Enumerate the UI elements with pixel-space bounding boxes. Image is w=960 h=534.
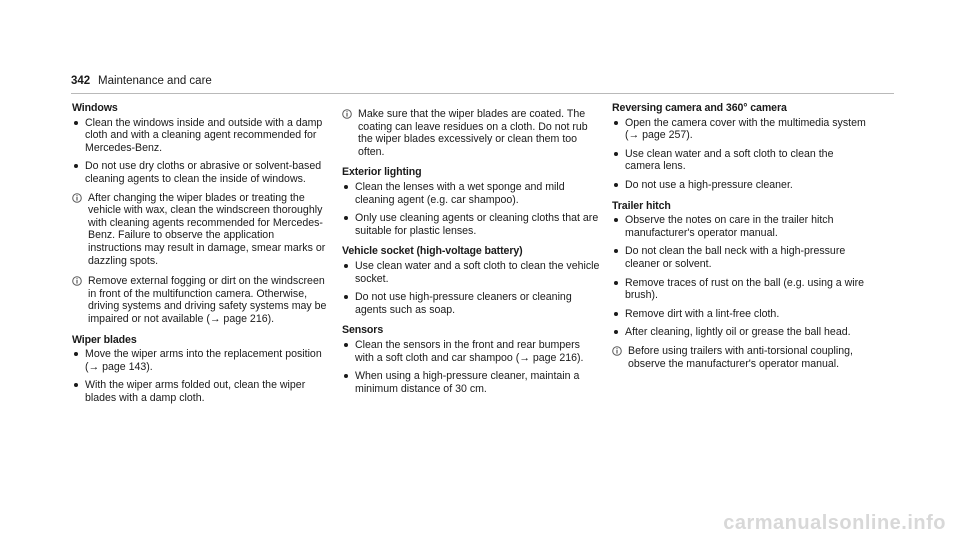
note-text: Before using trailers with anti-torsional coupling, observe the manufacturer's operator manual.	[628, 344, 853, 370]
bullet-text: Remove dirt with a lint-free cloth.	[625, 307, 780, 320]
section	[342, 108, 600, 158]
section	[612, 102, 870, 192]
bullet-item	[342, 181, 600, 206]
watermark: carmanualsonline.info	[723, 512, 946, 534]
page-header	[71, 75, 894, 94]
bullet-text: Do not use high-pressure cleaners or cleaning agents such as soap.	[355, 291, 572, 316]
info-icon	[612, 345, 622, 357]
bullet-text: Do not use dry cloths or abrasive or solvent-based cleaning agents to clean the inside of windows.	[85, 160, 322, 185]
bullet-text: Observe the notes on care in the trailer hitch manufacturer's operator manual.	[625, 214, 834, 239]
bullet-text: Move the wiper arms into the replacement position (→ page 143).	[85, 348, 322, 373]
bullet-item	[612, 179, 870, 192]
bullet-text: After cleaning, lightly oil or grease the ball head.	[625, 326, 851, 339]
section-heading: Windows	[72, 102, 118, 114]
bullet-text: Remove traces of rust on the ball (e.g. using a wire brush).	[625, 276, 865, 302]
bullet-item	[612, 214, 870, 239]
bullet-item	[612, 245, 870, 270]
bullet-item	[342, 260, 600, 285]
bullet-text: Do not use a high-pressure cleaner.	[625, 178, 793, 191]
section	[612, 200, 870, 371]
bullet-text: Open the camera cover with the multimedia system (→ page 257).	[625, 116, 866, 142]
note-text: Remove external fogging or dirt on the windscreen in front of the multifunction camera. Otherwise, driving systems and driving safety systems may be impaired or not available (→ page 216).	[88, 275, 327, 325]
bullet-item	[342, 212, 600, 237]
column-2	[342, 102, 600, 403]
info-note	[612, 345, 870, 370]
bullet-item	[72, 379, 330, 404]
bullet-text: Clean the lenses with a wet sponge and mild cleaning agent (e.g. car shampoo).	[355, 180, 565, 206]
section	[342, 245, 600, 316]
bullet-item	[612, 308, 870, 321]
info-note	[342, 108, 600, 158]
bullet-item	[342, 291, 600, 316]
info-note	[72, 192, 330, 268]
footer	[0, 513, 960, 533]
page-number: 342	[71, 75, 91, 87]
column-1	[72, 102, 330, 412]
chapter-title: Maintenance and care	[98, 75, 212, 87]
info-icon	[342, 108, 352, 120]
bullet-item	[72, 348, 330, 373]
section	[342, 166, 600, 237]
section-heading: Exterior lighting	[342, 166, 422, 179]
bullet-item	[342, 339, 600, 364]
bullet-text: Clean the windows inside and outside with a damp cloth and with a cleaning agent recommended for Mercedes-Benz.	[85, 116, 323, 154]
info-icon	[72, 192, 82, 204]
note-text: Make sure that the wiper blades are coated. The coating can leave residues on a cloth. Do not rub the wiper blades excessively or clean them too often.	[358, 108, 588, 158]
bullet-text: Use clean water and a soft cloth to clean the vehicle socket.	[355, 259, 600, 285]
section-heading: Sensors	[342, 324, 384, 337]
bullet-item	[612, 117, 870, 142]
bullet-item	[72, 117, 330, 155]
bullet-item	[72, 160, 330, 185]
section-heading: Vehicle socket (high-voltage battery)	[342, 245, 523, 258]
bullet-item	[612, 326, 870, 339]
section-heading: Wiper blades	[72, 333, 137, 346]
info-icon	[72, 275, 82, 287]
bullet-item	[612, 148, 870, 173]
info-note	[72, 275, 330, 325]
section-heading: Reversing camera and 360° camera	[612, 102, 787, 114]
bullet-text: When using a high-pressure cleaner, maintain a minimum distance of 30 cm.	[355, 370, 580, 395]
section	[72, 334, 330, 405]
bullet-text: Use clean water and a soft cloth to clean the camera lens.	[625, 147, 834, 173]
bullet-text: Only use cleaning agents or cleaning cloths that are suitable for plastic lenses.	[355, 212, 599, 237]
bullet-text: Do not clean the ball neck with a high-pressure cleaner or solvent.	[625, 245, 846, 270]
section-heading: Trailer hitch	[612, 199, 671, 212]
column-3	[612, 102, 870, 378]
section	[342, 324, 600, 395]
bullet-item	[342, 370, 600, 395]
bullet-text: With the wiper arms folded out, clean the wiper blades with a damp cloth.	[85, 379, 306, 404]
section	[72, 102, 330, 326]
bullet-item	[612, 277, 870, 302]
bullet-text: Clean the sensors in the front and rear bumpers with a soft cloth and car shampoo (→ page 216).	[355, 338, 584, 364]
note-text: After changing the wiper blades or treating the vehicle with wax, clean the windscreen thoroughly with cleaning agents recommended for Mercedes-Benz. Failure to observe the application instructions may result in damage, smear marks or dazzling spots.	[88, 191, 326, 267]
